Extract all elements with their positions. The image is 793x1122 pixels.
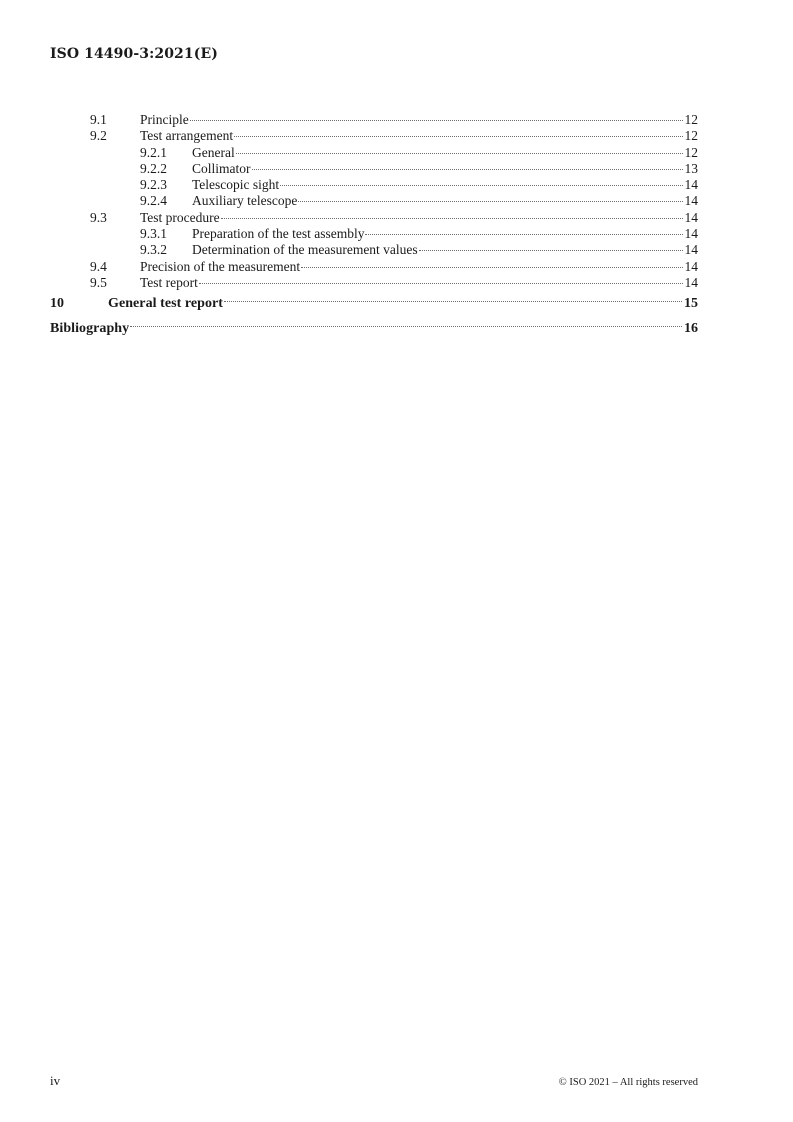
document-id: ISO 14490-3:2021(E) xyxy=(50,46,218,62)
toc-entry-title: Telescopic sight xyxy=(192,177,280,193)
toc-entry-page: 13 xyxy=(684,160,698,176)
toc-entry-number: 9.5 xyxy=(90,274,107,290)
toc-entry-9-5[interactable] xyxy=(50,275,698,291)
toc-entry-number: 9.2.2 xyxy=(140,160,167,176)
toc-entry-9-2-2[interactable] xyxy=(50,161,698,177)
toc-entry-title: Test arrangement xyxy=(140,128,234,144)
toc-entry-page: 16 xyxy=(684,321,698,337)
toc-entry-title: Preparation of the test assembly xyxy=(192,226,365,242)
toc-entry-number: 10 xyxy=(50,296,64,312)
toc-entry-title: Test procedure xyxy=(140,209,220,225)
toc-leader-dots xyxy=(298,201,682,202)
toc-entry-number: 9.1 xyxy=(90,112,107,127)
toc-leader-dots xyxy=(365,234,682,235)
toc-entry-9-4[interactable] xyxy=(50,259,698,275)
toc-entry-page: 14 xyxy=(684,226,698,242)
toc-entry-9-3[interactable] xyxy=(50,210,698,226)
toc-entry-page: 14 xyxy=(684,177,698,193)
toc-entry-number: 9.2.4 xyxy=(140,193,167,209)
toc-entry-number: 9.2 xyxy=(90,128,107,144)
toc-entry-bibliography[interactable] xyxy=(50,317,698,341)
table-of-contents xyxy=(50,112,698,341)
toc-leader-dots xyxy=(190,120,683,121)
toc-entry-title: General xyxy=(192,144,235,160)
toc-entry-number: 9.3.2 xyxy=(140,242,167,258)
toc-entry-title: Precision of the measurement xyxy=(140,258,301,274)
toc-entry-number: 9.3.1 xyxy=(140,226,167,242)
toc-entry-number: 9.2.1 xyxy=(140,144,167,160)
toc-entry-title: Principle xyxy=(140,112,189,127)
toc-leader-dots xyxy=(130,326,682,327)
toc-entry-page: 15 xyxy=(684,296,698,312)
toc-entry-9-3-2[interactable] xyxy=(50,242,698,258)
toc-entry-page: 14 xyxy=(684,193,698,209)
toc-entry-title: Bibliography xyxy=(50,321,130,337)
toc-leader-dots xyxy=(224,301,682,302)
page-number: iv xyxy=(50,1073,61,1088)
toc-leader-dots xyxy=(301,267,682,268)
toc-leader-dots xyxy=(419,250,683,251)
toc-entry-number: 9.3 xyxy=(90,209,107,225)
toc-leader-dots xyxy=(221,218,683,219)
toc-entry-page: 12 xyxy=(684,112,698,127)
toc-entry-9-2-4[interactable] xyxy=(50,193,698,209)
toc-leader-dots xyxy=(236,153,683,154)
toc-entry-title: Auxiliary telescope xyxy=(192,193,298,209)
toc-entry-10[interactable] xyxy=(50,292,698,316)
toc-entry-9-2[interactable] xyxy=(50,128,698,144)
toc-entry-page: 12 xyxy=(684,144,698,160)
toc-entry-title: Collimator xyxy=(192,160,251,176)
toc-leader-dots xyxy=(234,136,682,137)
toc-entry-page: 12 xyxy=(684,128,698,144)
toc-entry-page: 14 xyxy=(684,209,698,225)
toc-entry-page: 14 xyxy=(684,242,698,258)
toc-entry-page: 14 xyxy=(684,258,698,274)
toc-entry-9-1[interactable] xyxy=(50,112,698,128)
toc-entry-title: General test report xyxy=(108,296,223,312)
copyright-notice: © ISO 2021 – All rights reserved xyxy=(558,1077,698,1088)
toc-entry-number: 9.2.3 xyxy=(140,177,167,193)
toc-entry-number: 9.4 xyxy=(90,258,107,274)
toc-entry-9-3-1[interactable] xyxy=(50,226,698,242)
toc-entry-title: Determination of the measurement values xyxy=(192,242,418,258)
toc-entry-9-2-3[interactable] xyxy=(50,177,698,193)
toc-entry-page: 14 xyxy=(684,274,698,290)
toc-leader-dots xyxy=(199,283,683,284)
toc-leader-dots xyxy=(280,185,682,186)
toc-entry-title: Test report xyxy=(140,274,198,290)
toc-leader-dots xyxy=(252,169,683,170)
toc-entry-9-2-1[interactable] xyxy=(50,145,698,161)
page-footer xyxy=(50,1073,698,1089)
